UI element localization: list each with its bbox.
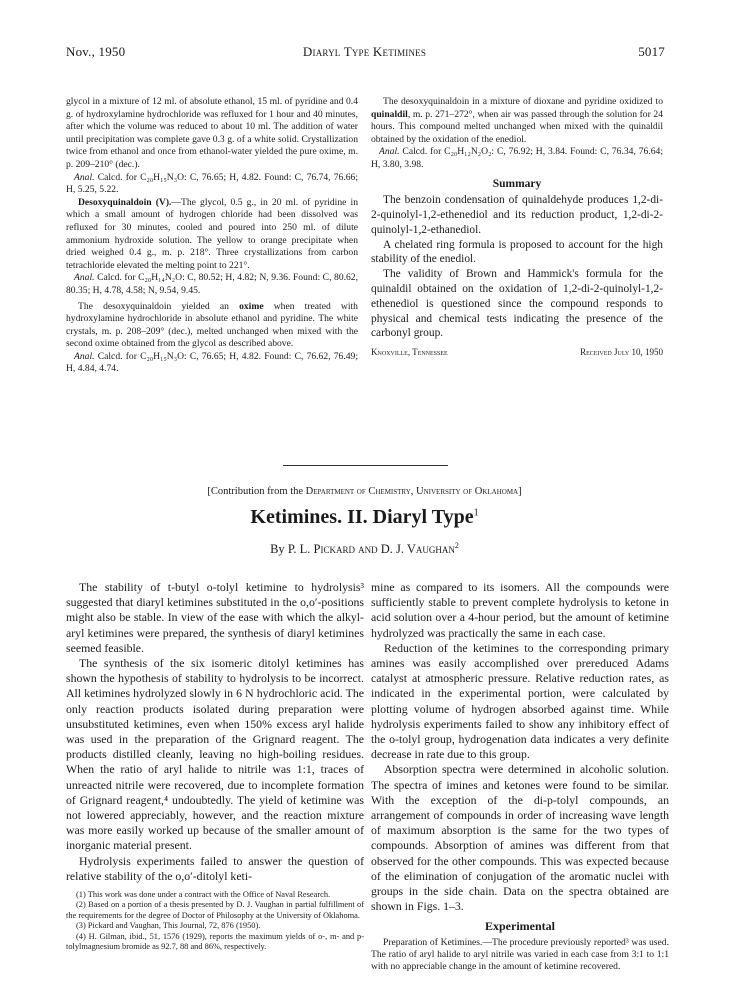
article-left-column [66, 580, 364, 953]
top-right-column [371, 96, 663, 359]
footnote: (4) H. Gilman, ibid., 51, 1576 (1929), reports the maximum yields of o-, m- and p-tolylmagnesium bromide as 92.7, 88 and 86%, respectively. [66, 931, 364, 952]
running-header-date: Nov., 1950 [66, 44, 126, 59]
article-right-column [371, 580, 669, 973]
page-number: 5017 [638, 44, 665, 59]
intro-paragraph: The stability of t-butyl o-tolyl ketimine to hydrolysis³ suggested that diaryl ketimines substituted in the o,o′-positions might also be stable. In view of the ease with which the alkyl-aryl ketimines were prepared, the synthesis of diaryl ketimines seemed feasible. [66, 580, 364, 655]
summary-heading: Summary [492, 177, 542, 190]
experimental-section [371, 937, 669, 974]
top-left-column [66, 96, 358, 376]
byline: By P. L. Pickard and D. J. Vaughan$^2$ [270, 541, 459, 557]
summary-paragraph: The validity of Brown and Hammick's formula for the quinaldil obtained on the oxidation of 1,2-di-2-quinolyl-1,2-ethenediol is questioned since the compound responds to physical and chemical tests indicating the presence of the carbonyl group. [371, 268, 663, 340]
analysis-1: Anal. Calcd. for C₂₀H₁₅N₃O: C, 76.65; H, 4.82. Found: C, 76.74, 76.66; H, 5.25, 5.22. [66, 171, 358, 196]
article-title: Ketimines. II. Diaryl Type$^1$ [250, 506, 479, 528]
running-header-title: Diaryl Type Ketimines [302, 44, 427, 59]
oxime-paragraph: glycol in a mixture of 12 ml. of absolute ethanol, 15 ml. of pyridine and 0.4 g. of hydroxylamine hydrochloride was refluxed for 1 hour and 40 minutes, after which the volume was reduced to about 10 ml. The addition of water until precipitation was complete gave 0.3 g. of a white solid. Crystallization twice from ethanol and once from ethanol-water yielded the pure oxime, m. p. 209–210° (dec.). [66, 96, 358, 170]
analysis-3: Anal. Calcd. for C₂₀H₁₅N₃O: C, 76.65; H, 4.82. Found: C, 76.62, 76.49; H, 4.84, 4.74. [66, 350, 358, 375]
footnotes [66, 890, 364, 952]
continuation-paragraph: mine as compared to its isomers. All the compounds were sufficiently stable to prevent complete hydrolysis to ketone in acid solution over a 4-hour period, but the amount of ketimine hydrolyzed was practically the same in each case. [371, 580, 669, 640]
analysis-4: Anal. Calcd. for C₂₀H₁₂N₂O₂: C, 76.92; H, 3.84. Found: C, 76.34, 76.64; H, 3.80, 3.98. [371, 146, 663, 170]
footnote: (1) This work was done under a contract with the Office of Naval Research. [76, 890, 331, 900]
synthesis-paragraph: The synthesis of the six isomeric ditolyl ketimines has shown the hypothesis of stability to hydrolysis to be incorrect. All ketimines hydrolyzed slowly in 6 N hydrochloric acid. The only reaction products isolated during preparation were unsubstituted ketimines, even when 150% excess aryl halide was used in the preparation of the Grignard reagent. The products distilled cleanly, leaving no high-boiling residues. When the ratio of aryl halide to nitrile was 1:1, traces of unreacted nitrile were recovered, due to incomplete formation of Grignard reagent,⁴ undoubtedly. The yield of ketimine was not lowered appreciably, however, and the reaction mixture was more easily worked up because of the smaller amount of inorganic material present. [66, 656, 364, 853]
reduction-paragraph: Reduction of the ketimines to the corresponding primary amines was easily accomplished over prereduced Adams catalyst at atmospheric pressure. Relative reduction rates, as indicated in the experimental portion, were calculated by plotting volume of hydrogen absorbed against time. While hydrolysis experiments failed to show any inhibitory effect of the o-tolyl group, hydrogenation data indicates a very definite decrease in rate due to this group. [371, 640, 669, 762]
experimental-paragraph: Preparation of Ketimines.—The procedure previously reported³ was used. The ratio of aryl halide to aryl nitrile was varied in each case from 3:1 to 1:1 with no appreciable change in the amount of ketimine recovered. [371, 936, 669, 973]
second-oxime-paragraph: The desoxyquinaldoin yielded an oxime when treated with hydroxylamine hydrochloride in absolute ethanol and pyridine. The white crystals, m. p. 208–209° (dec.), melted unchanged when mixed with the second oxime obtained from the glycol as described above. [66, 300, 358, 350]
spectra-paragraph: Absorption spectra were determined in alcoholic solution. The spectra of imines and ketones were found to be similar. With the exception of the di-p-tolyl compounds, an arrangement of compounds in order of increasing wave length of maximum absorption is the same for the two types of compounds. Absorption of amines was different from that observed for the other compounds. This was expected because of the elimination of conjugation of the aromatic nuclei with groups in the side chain. Data on the spectra obtained are shown in Figs. 1–3. [371, 762, 669, 914]
desoxyquinaldoin-paragraph: Desoxyquinaldoin (V).—The glycol, 0.5 g., in 20 ml. of pyridine in which a small amount of hydrogen chloride had been dissolved was refluxed for 30 minutes, cooled and poured into 250 ml. of dilute ammonium hydroxide solution. The yellow to orange precipitate when dried weighed 0.4 g., m. p. 218°. Three crystallizations from carbon tetrachloride elevated the melting point to 221°. [66, 196, 358, 271]
summary-paragraph: The benzoin condensation of quinaldehyde produces 1,2-di-2-quinolyl-1,2-ethenediol and its reduction product, 1,2-di-2-quinolyl-1,2-ethanediol. [371, 194, 663, 236]
sign-received: Received July 10, 1950 [580, 347, 663, 358]
sign-place: Knoxville, Tennessee [371, 347, 448, 358]
analysis-2: Anal. Calcd. for C₂₀H₁₄N₂O: C, 80.52; H, 4.82; N, 9.36. Found: C, 80.62, 80.35; H, 4.78, 4.58; N, 9.54, 9.45. [66, 272, 359, 296]
signature-line [371, 346, 663, 359]
quinaldil-paragraph: The desoxyquinaldoin in a mixture of dioxane and pyridine oxidized to quinaldil, m. p. 271–272°, when air was passed through the solution for 24 hours. This compound melted unchanged when mixed with the quinaldil obtained by the oxidation of the enediol. [371, 96, 663, 145]
footnote: (2) Based on a portion of a thesis presented by D. J. Vaughan in partial fulfillment of the requirements for the degree of Doctor of Philosophy at the University of Oklahoma. [66, 900, 364, 920]
summary-paragraph: A chelated ring formula is proposed to account for the high stability of the enediol. [371, 238, 663, 266]
experimental-heading: Experimental [485, 919, 555, 934]
summary-text [371, 193, 663, 341]
article-divider [283, 465, 448, 466]
footnote: (3) Pickard and Vaughan, This Journal, 72, 876 (1950). [76, 921, 261, 931]
contribution-line: [Contribution from the Department of Chemistry, University of Oklahoma] [207, 486, 522, 497]
hydrolysis-paragraph: Hydrolysis experiments failed to answer the question of relative stability of the o,o′-ditolyl keti- [66, 853, 364, 883]
